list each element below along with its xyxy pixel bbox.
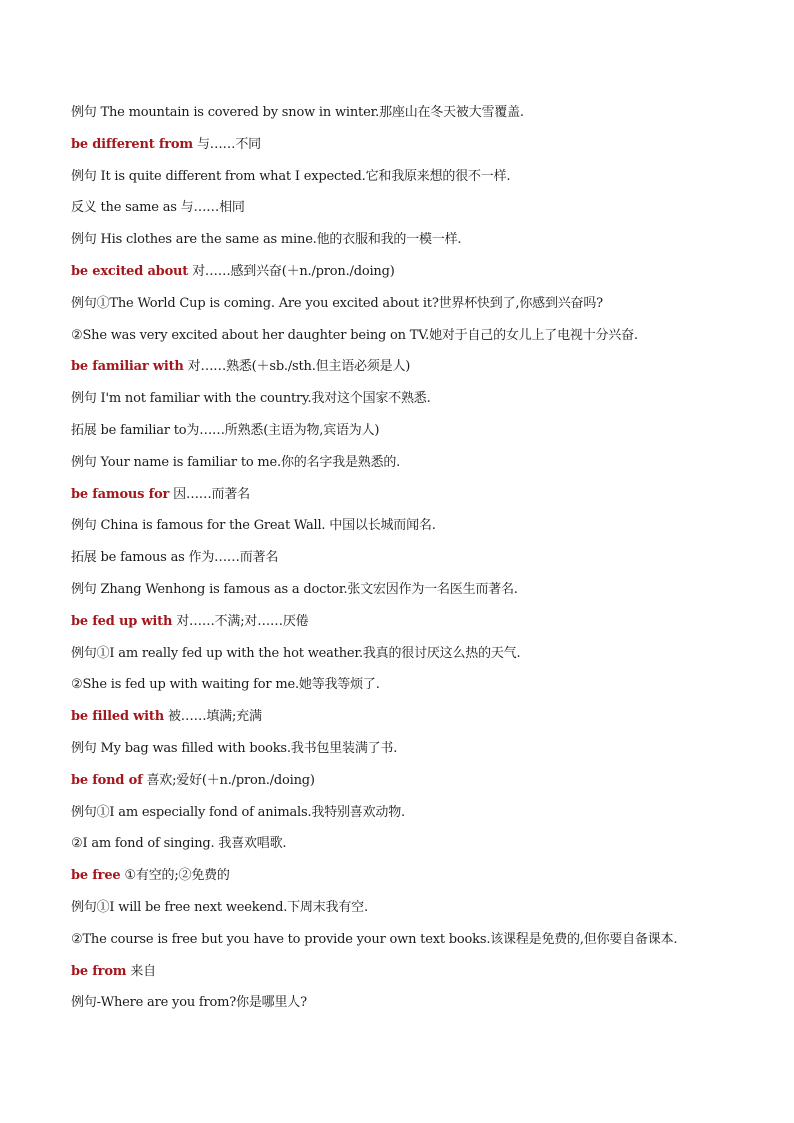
example-line: ②I am fond of singing. 我喜欢唱歌. <box>71 836 287 852</box>
phrase-meaning: 喜欢;爱好(＋n./pron./doing) <box>146 772 315 788</box>
phrase-term: be excited about <box>71 263 189 279</box>
example-line: 例句 My bag was filled with books.我书包里装满了书. <box>71 740 398 756</box>
phrase-term: be filled with <box>71 709 164 725</box>
phrase-entry <box>71 770 761 802</box>
phrase-entry <box>71 611 761 643</box>
phrase-term: be fed up with <box>71 613 173 629</box>
example-line: 例句①The World Cup is coming. Are you excited about it?世界杯快到了,你感到兴奋吗? <box>71 295 603 311</box>
phrase-meaning: ①有空的;②免费的 <box>124 868 230 884</box>
example-line: 拓展 be famous as 作为……而著名 <box>71 550 279 566</box>
phrase-meaning: 被……填满;充满 <box>167 709 262 725</box>
example-line: 例句①I will be free next weekend.下周末我有空. <box>71 899 368 915</box>
example-line: 例句 I'm not familiar with the country.我对这个国家不熟悉. <box>71 391 431 407</box>
phrase-term: be famous for <box>71 486 170 502</box>
example-line: 例句 Zhang Wenhong is famous as a doctor.张文宏因作为一名医生而著名. <box>71 581 518 597</box>
example-line: 例句①I am really fed up with the hot weather.我真的很讨厌这么热的天气. <box>71 645 521 661</box>
phrase-term: be fond of <box>71 772 143 788</box>
phrase-entry <box>71 961 761 993</box>
phrase-meaning: 与……不同 <box>196 136 261 152</box>
phrase-entry <box>71 865 761 897</box>
example-line: ②She was very excited about her daughter being on TV.她对于自己的女儿上了电视十分兴奋. <box>71 327 638 343</box>
example-line: 例句 The mountain is covered by snow in winter.那座山在冬天被大雪覆盖. <box>71 105 524 120</box>
example-line: 例句-Where are you from?你是哪里人? <box>71 995 307 1011</box>
phrase-meaning: 来自 <box>130 963 156 979</box>
phrase-term: be free <box>71 868 121 884</box>
phrase-term: be familiar with <box>71 359 184 375</box>
document-body <box>71 102 761 1024</box>
example-line: 反义 the same as 与……相同 <box>71 200 245 216</box>
phrase-entry <box>71 356 761 388</box>
example-line: 例句①I am especially fond of animals.我特别喜欢动物. <box>71 804 405 820</box>
phrase-term: be different from <box>71 136 193 152</box>
phrase-entry <box>71 706 761 738</box>
phrase-meaning: 对……感到兴奋(＋n./pron./doing) <box>192 263 395 279</box>
example-line: 拓展 be familiar to为……所熟悉(主语为物,宾语为人) <box>71 422 380 438</box>
example-line: 例句 His clothes are the same as mine.他的衣服和我的一模一样. <box>71 232 462 248</box>
example-line: 例句 Your name is familiar to me.你的名字我是熟悉的. <box>71 454 401 470</box>
phrase-meaning: 因……而著名 <box>173 486 250 502</box>
example-line: ②She is fed up with waiting for me.她等我等烦了. <box>71 677 380 693</box>
phrase-entry <box>71 261 761 293</box>
phrase-meaning: 对……不满;对……厌倦 <box>176 613 309 629</box>
example-line: 例句 It is quite different from what I expected.它和我原来想的很不一样. <box>71 168 511 184</box>
phrase-term: be from <box>71 963 127 979</box>
phrase-entry <box>71 134 761 166</box>
example-line: 例句 China is famous for the Great Wall. 中国以长城而闻名. <box>71 518 436 534</box>
example-line: ②The course is free but you have to provide your own text books.该课程是免费的,但你要自备课本. <box>71 931 678 947</box>
phrase-meaning: 对……熟悉(＋sb./sth.但主语必须是人) <box>187 359 411 375</box>
phrase-entry <box>71 484 761 516</box>
